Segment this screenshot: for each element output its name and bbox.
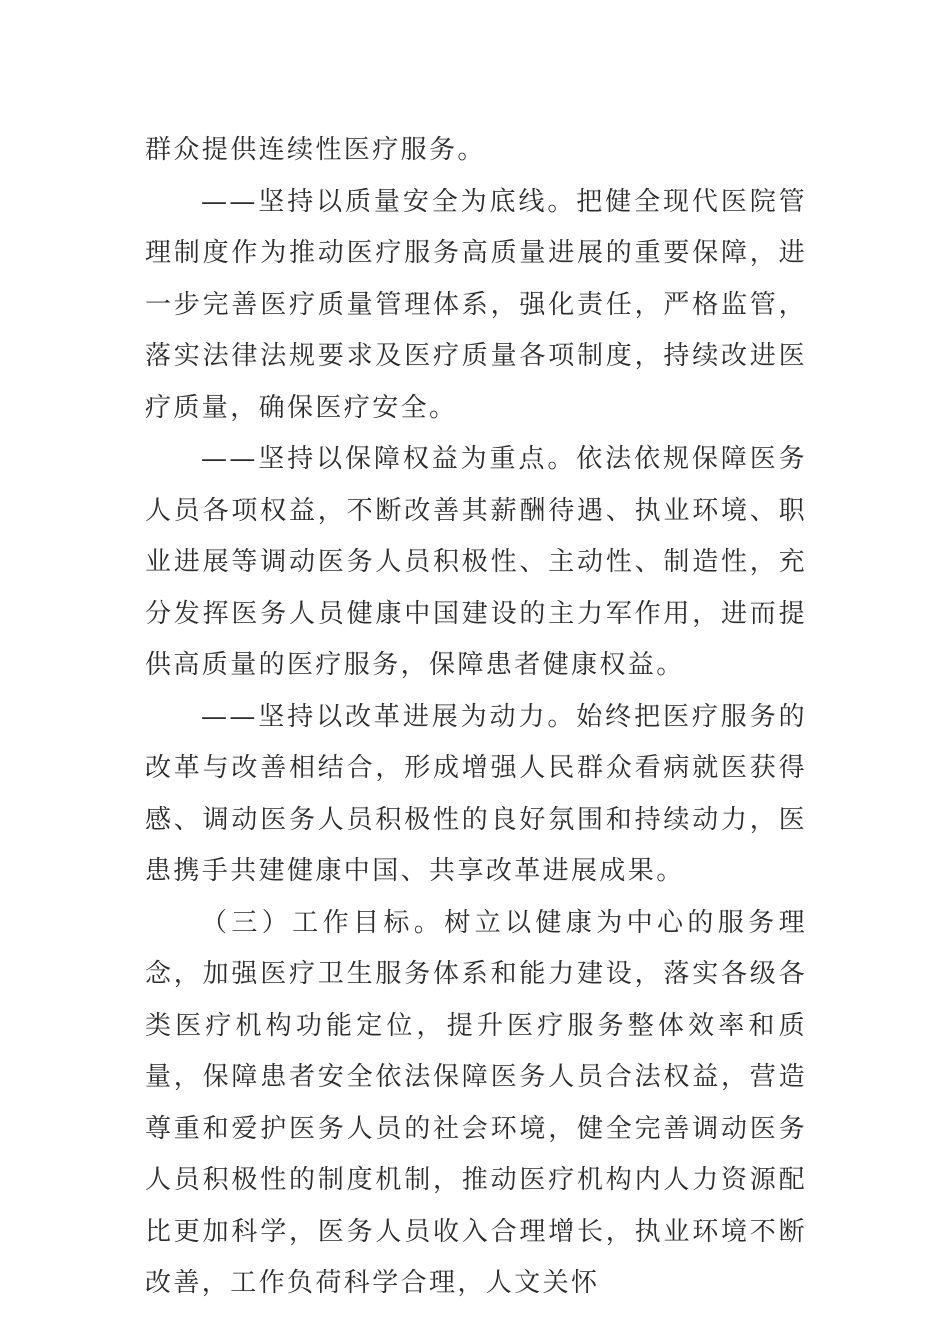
paragraph-quality-safety: ——坚持以质量安全为底线。把健全现代医院管理制度作为推动医疗服务高质量进展的重要保障，进一步完善医疗质量管理体系，强化责任，严格监管，落实法律法规要求及医疗质量各项制度，持续改进医疗质量，确保医疗安全。 (145, 186, 807, 423)
paragraph-continuation: 群众提供连续性医疗服务。 (145, 135, 486, 165)
paragraph-rights-protection: ——坚持以保障权益为重点。依法依规保障医务人员各项权益，不断改善其薪酬待遇、执业环境、职业进展等调动医务人员积极性、主动性、制造性，充分发挥医务人员健康中国建设的主力军作用，进而提供高质量的医疗服务，保障患者健康权益。 (145, 444, 807, 680)
document-body (145, 125, 807, 1310)
paragraph-reform-progress: ——坚持以改革进展为动力。始终把医疗服务的改革与改善相结合，形成增强人民群众看病就医获得感、调动医务人员积极性的良好氛围和持续动力，医患携手共建健康中国、共享改革进展成果。 (145, 701, 807, 886)
paragraph-work-goals: （三）工作目标。树立以健康为中心的服务理念，加强医疗卫生服务体系和能力建设，落实各级各类医疗机构功能定位，提升医疗服务整体效率和质量，保障患者安全依法保障医务人员合法权益，营造尊重和爱护医务人员的社会环境，健全完善调动医务人员积极性的制度机制，推动医疗机构内人力资源配比更加科学，医务人员收入合理增长，执业环境不断改善，工作负荷科学合理，人文关怀 (145, 907, 807, 1298)
